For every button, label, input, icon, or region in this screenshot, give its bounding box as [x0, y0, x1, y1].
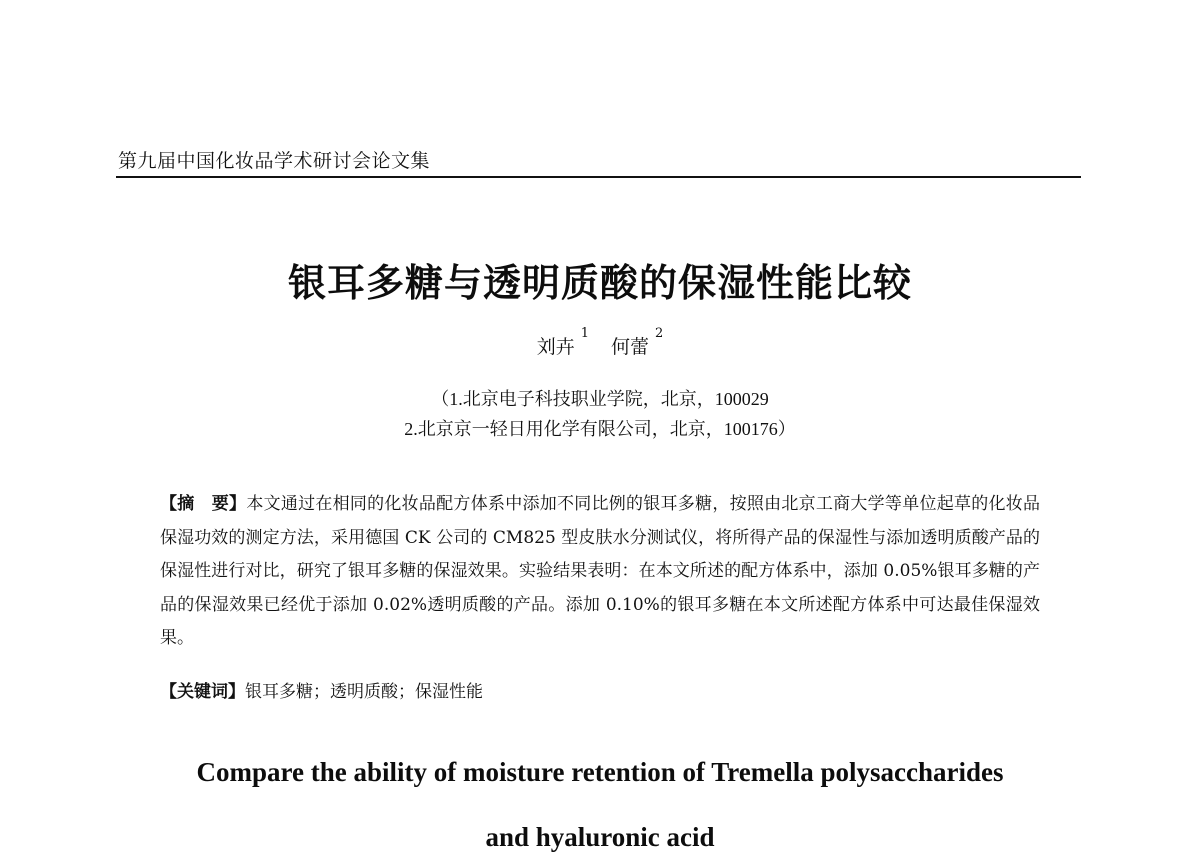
header-rule: [116, 176, 1081, 178]
running-header-title: 第九届中国化妆品学术研讨会论文集: [118, 150, 431, 172]
affiliation-2: 2.北京京一轻日用化学有限公司，北京，100176）: [404, 419, 796, 439]
author-2: [611, 326, 664, 359]
author-name: 何蕾: [611, 336, 650, 358]
author-name: 刘卉: [536, 336, 575, 358]
paper-title-en-line1: Compare the ability of moisture retention of Tremella polysaccharides: [196, 757, 1004, 787]
abstract-text: 本文通过在相同的化妆品配方体系中添加不同比例的银耳多糖，按照由北京工商大学等单位起草的化妆品保湿功效的测定方法，采用德国 CK 公司的 CM825 型皮肤水分测试仪，将所得产品的保湿性与添加透明质酸产品的保湿性进行对比，研究了银耳多糖的保湿效果。实验结果表明：在本文所述的配方体系中，添加 0.05%银耳多糖的产品的保湿效果已经优于添加 0.02%透明质酸的产品。添加 0.10%的银耳多糖在本文所述配方体系中可达最佳保湿效果。: [160, 494, 1041, 648]
authors: [0, 326, 1200, 359]
keywords-text: 银耳多糖；透明质酸；保湿性能: [245, 682, 483, 702]
abstract: [160, 488, 1040, 656]
author-affil-marker: 1: [580, 326, 589, 341]
author-1: [536, 326, 589, 359]
abstract-label: 【摘 要】: [160, 494, 247, 514]
keywords: [160, 677, 483, 702]
paper-title-cn: 银耳多糖与透明质酸的保湿性能比较: [287, 261, 912, 305]
paper-title-en-line2: and hyaluronic acid: [485, 822, 715, 852]
keywords-label: 【关键词】: [160, 682, 245, 702]
author-affil-marker: 2: [655, 326, 664, 341]
affiliation-1: （1.北京电子科技职业学院，北京，100029: [431, 389, 769, 409]
